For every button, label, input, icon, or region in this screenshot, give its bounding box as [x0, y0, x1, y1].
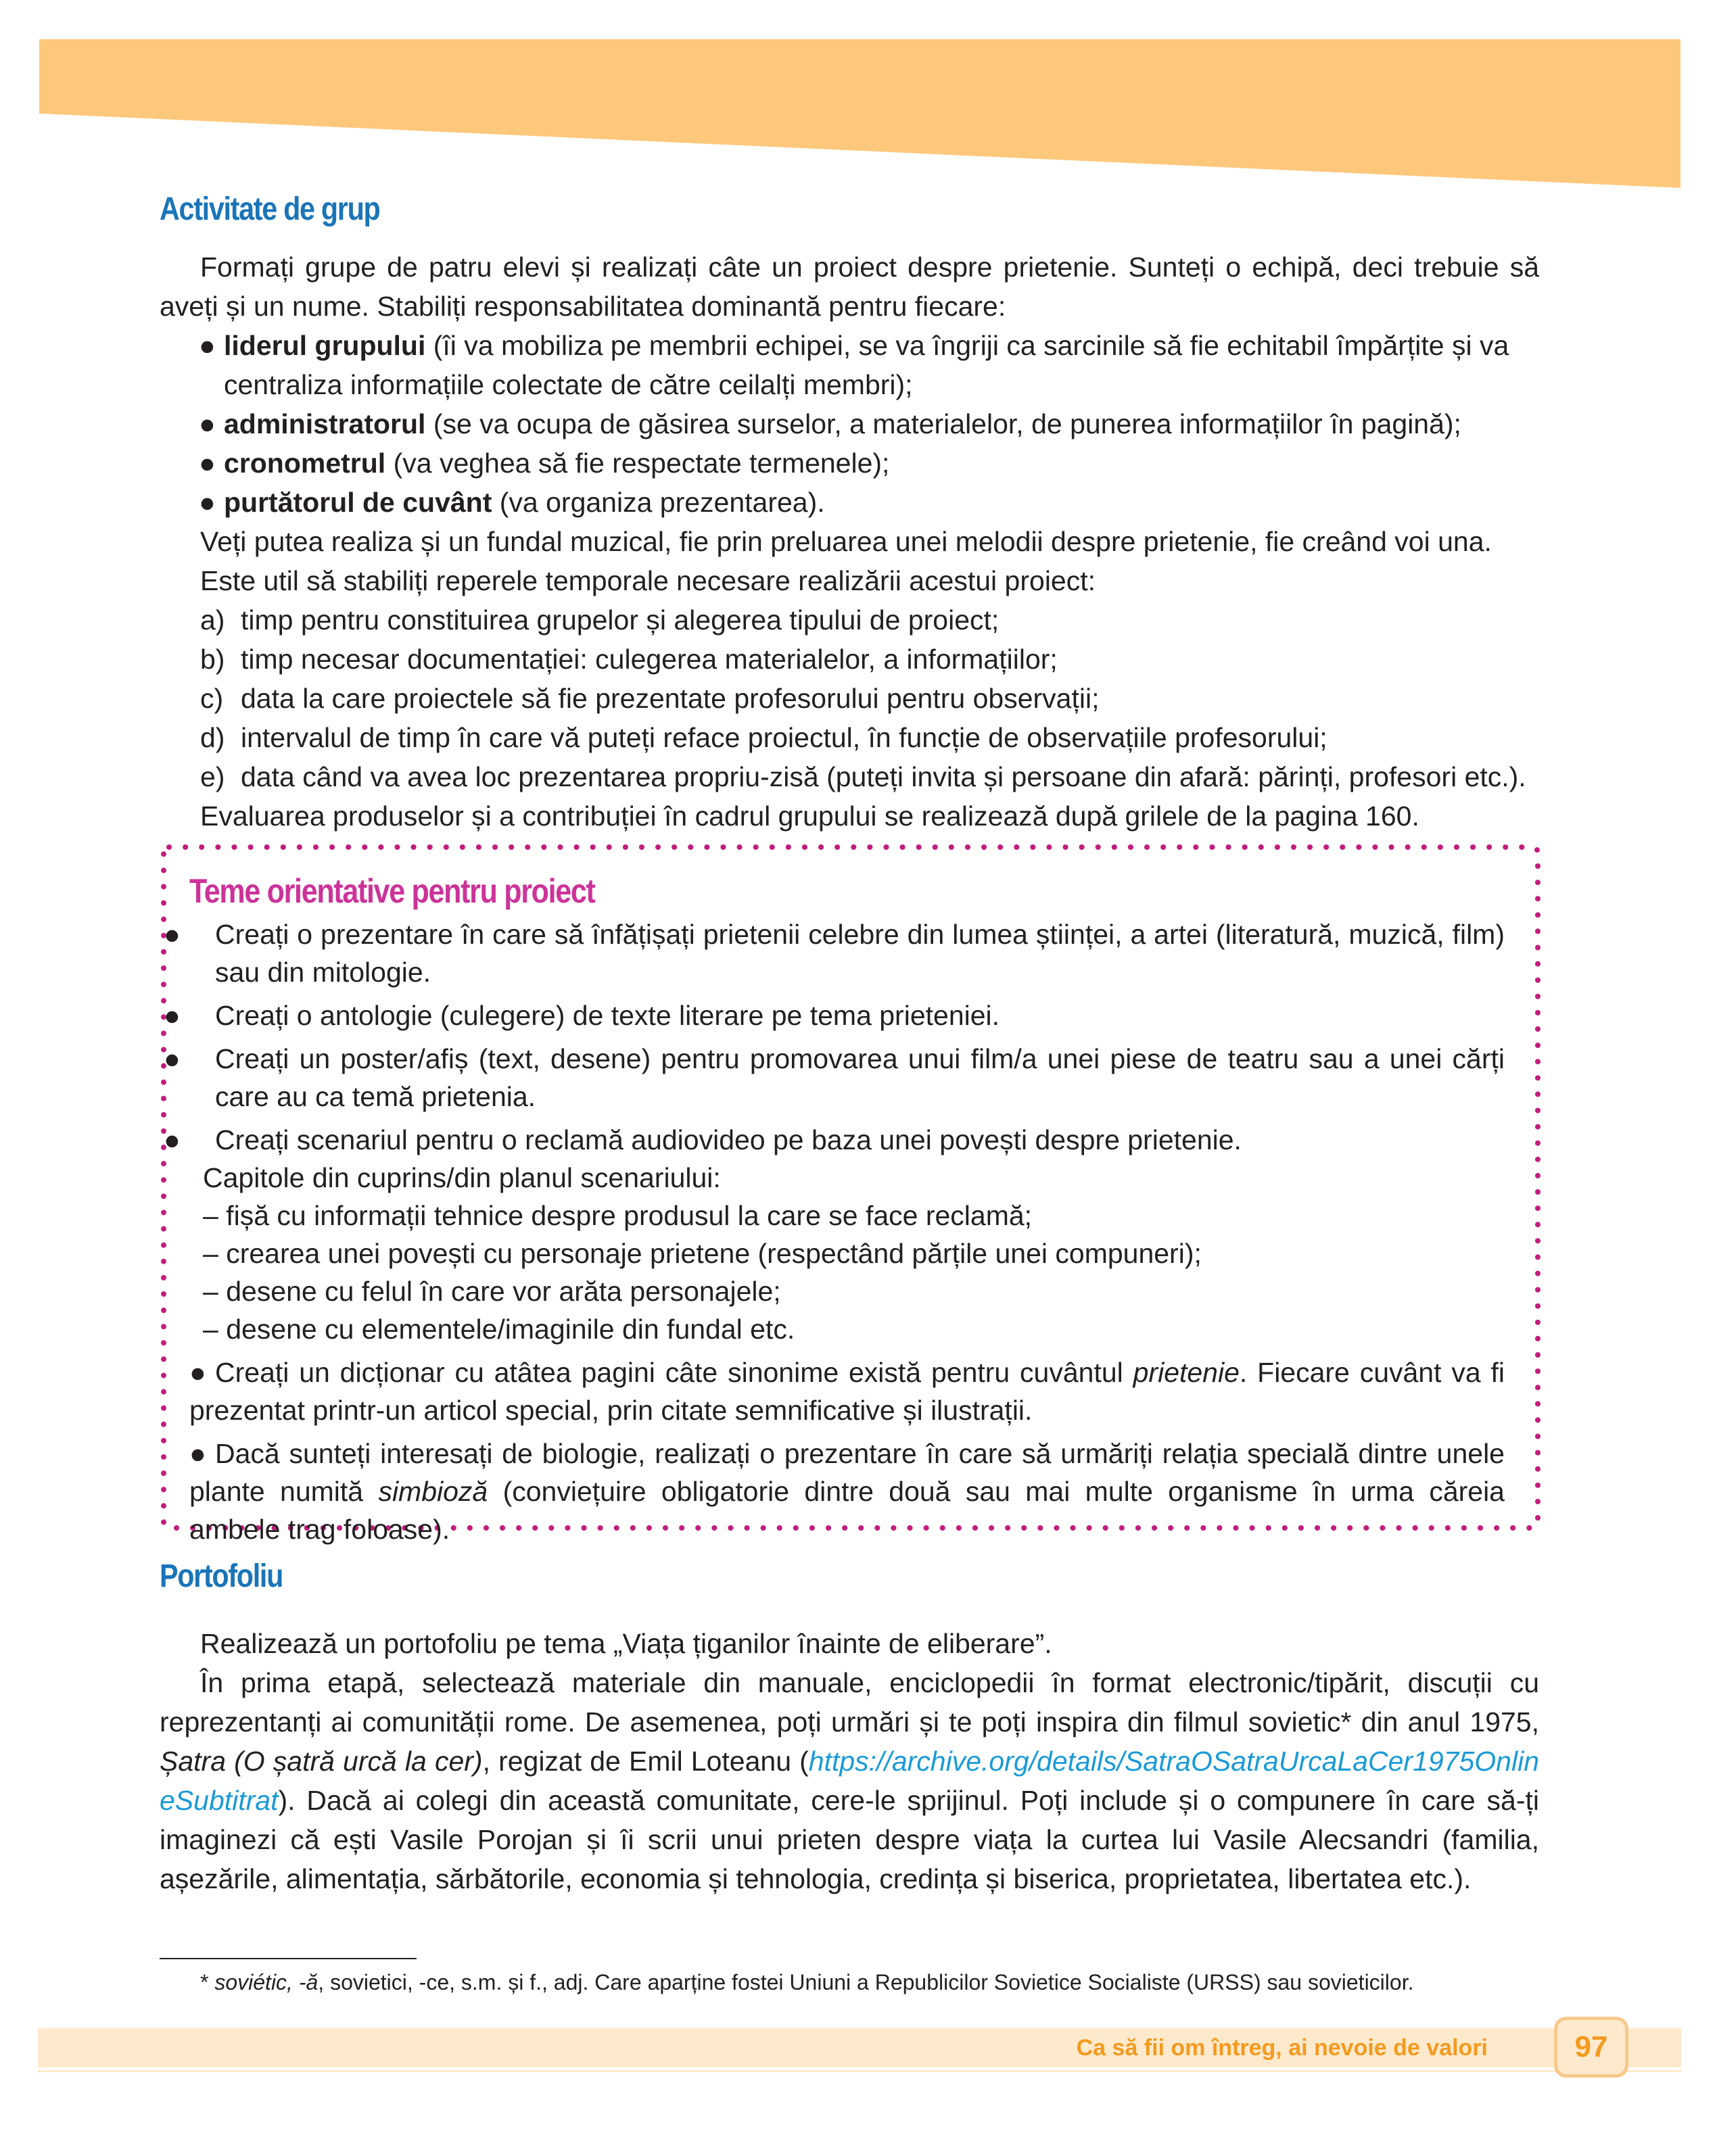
portofoliu-p1: Realizează un portofoliu pe tema „Viața țiganilor înainte de eliberare”. — [200, 1628, 1052, 1659]
list-item: a) timp pentru constituirea grupelor și alegerea tipului de proiect; — [200, 604, 999, 636]
list-item: b) timp necesar documentației: culegerea materialelor, a informațiilor; — [200, 644, 1058, 675]
teme-heading: Teme orientative pentru proiect — [189, 872, 595, 910]
evaluation-paragraph: Evaluarea produselor și a contribuției în cadrul grupului se realizează după grilele de la pagina 160. — [200, 800, 1419, 832]
portofoliu-body — [160, 1624, 1539, 1898]
portofoliu-p2: În prima etapă, selectează materiale din manuale, enciclopedii în format electronic/tipărit, discuții cu reprezentanți ai comunității rome. De asemenea, poți urmări și te poți inspira din filmul sovietic* din anul 1975, Șatra (O șatră urcă la cer), regizat de Emil Loteanu (https://archive.org/details/SatraOSatraUrcaLaCer1975OnlineSubtitrat). Dacă ai colegi din această comunitate, cere-le sprijinul. Poți include și o compunere în care să-ți imaginezi că ești Vasile Porojan și îi scrii unui prieten despre viața la curtea lui Vasile Alecsandri (familia, așezările, alimentația, sărbătorile, economia și tehnologia, credința și biserica, proprietatea, libertatea etc.). — [160, 1667, 1539, 1894]
list-item: e) data când va avea loc prezentarea propriu-zisă (puteți invita și persoane din afară: părinți, profesori etc.). — [200, 761, 1526, 792]
music-paragraph: Veți putea realiza și un fundal muzical, fie prin preluarea unei melodii despre prietenie, fie creând voi una. — [200, 526, 1492, 557]
list-item: ● purtătorul de cuvânt (va organiza prezentarea). — [199, 487, 825, 518]
list-item: ● Creați scenariul pentru o reclamă audiovideo pe baza unei povești despre prietenie. Capitole din cuprins/din planul scenariului: – fișă cu informații tehnice despre produsul la care se face reclamă; – crearea unei povești cu personaje prietene (respectând părțile unei compuneri); – desene cu felul în care vor arăta personajele; – desene cu elementele/imaginile din fundal etc. — [189, 1121, 1505, 1348]
footer-line — [38, 2070, 1681, 2072]
list-item: ● administratorul (se va ocupa de găsirea surselor, a materialelor, de punerea informațiilor în pagină); — [199, 408, 1461, 439]
list-item: ● Creați un dicționar cu atâtea pagini câte sinonime există pentru cuvântul prietenie. Fiecare cuvânt va fi prezentat printr-un articol special, prin citate semnificative și ilustrații. — [189, 1357, 1505, 1426]
header-band — [0, 0, 1717, 196]
sub-item: – desene cu elementele/imaginile din fundal etc. — [203, 1314, 795, 1345]
running-title: Ca să fii om întreg, ai nevoie de valori — [1076, 2035, 1488, 2061]
timeline-list — [160, 600, 1539, 796]
list-item: ● Creați o prezentare în care să înfățișați prietenii celebre din lumea științei, a artei (literatură, muzică, film) sau din mitologie. — [164, 919, 1505, 988]
archive-link[interactable]: https://archive.org/details/SatraOSatraUrcaLaCer1975OnlineSubtitrat — [160, 1746, 1539, 1816]
sub-item: – fișă cu informații tehnice despre produsul la care se face reclamă; — [203, 1200, 1033, 1231]
list-item: ● cronometrul (va veghea să fie respectate termenele); — [199, 448, 890, 479]
list-item: ● liderul grupului (îi va mobiliza pe membrii echipei, se va îngriji ca sarcinile să fie echitabil împărțite și va centraliza informațiile colectate de către ceilalți membri); — [199, 330, 1509, 400]
list-item: ● Dacă sunteți interesați de biologie, realizați o prezentare în care să urmăriți relația specială dintre unele plante numită simbioză (conviețuire obligatorie dintre două sau mai multe organisme în urma căreia ambele trag foloase). — [189, 1438, 1505, 1545]
section-heading-activitate: Activitate de grup — [160, 191, 380, 227]
sub-item: – crearea unei povești cu personaje prietene (respectând părțile unei compuneri); — [203, 1238, 1202, 1269]
teme-box — [164, 872, 1505, 1554]
timeline-intro: Este util să stabiliți reperele temporale necesare realizării acestui proiect: — [200, 565, 1096, 596]
footnote: * soviétic, -ă, sovietici, -ce, s.m. și f., adj. Care aparține fostei Uniuni a Republicilor Sovietice Socialiste (URSS) sau sovieticilor. — [200, 1970, 1414, 1994]
activitate-body — [160, 247, 1539, 836]
footnote-rule — [160, 1958, 417, 1959]
sub-item: – desene cu felul în care vor arăta personajele; — [203, 1276, 781, 1307]
page-number: 97 — [1554, 2017, 1628, 2078]
section-heading-portofoliu: Portofoliu — [160, 1558, 283, 1594]
list-item: ● Creați o antologie (culegere) de texte literare pe tema prieteniei. — [164, 1000, 1000, 1031]
roles-list — [160, 326, 1539, 522]
list-item: d) intervalul de timp în care vă puteți reface proiectul, în funcție de observațiile profesorului; — [200, 722, 1327, 753]
activitate-intro: Formați grupe de patru elevi și realizați câte un proiect despre prietenie. Sunteți o echipă, deci trebuie să aveți și un nume. Stabiliți responsabilitatea dominantă pentru fiecare: — [160, 251, 1539, 322]
sub-intro: Capitole din cuprins/din planul scenariului: — [203, 1162, 721, 1193]
list-item: ● Creați un poster/afiș (text, desene) pentru promovarea unui film/a unei piese de teatru sau a unei cărți care au ca temă prietenia. — [164, 1043, 1505, 1112]
list-item: c) data la care proiectele să fie prezentate profesorului pentru observații; — [200, 683, 1100, 714]
